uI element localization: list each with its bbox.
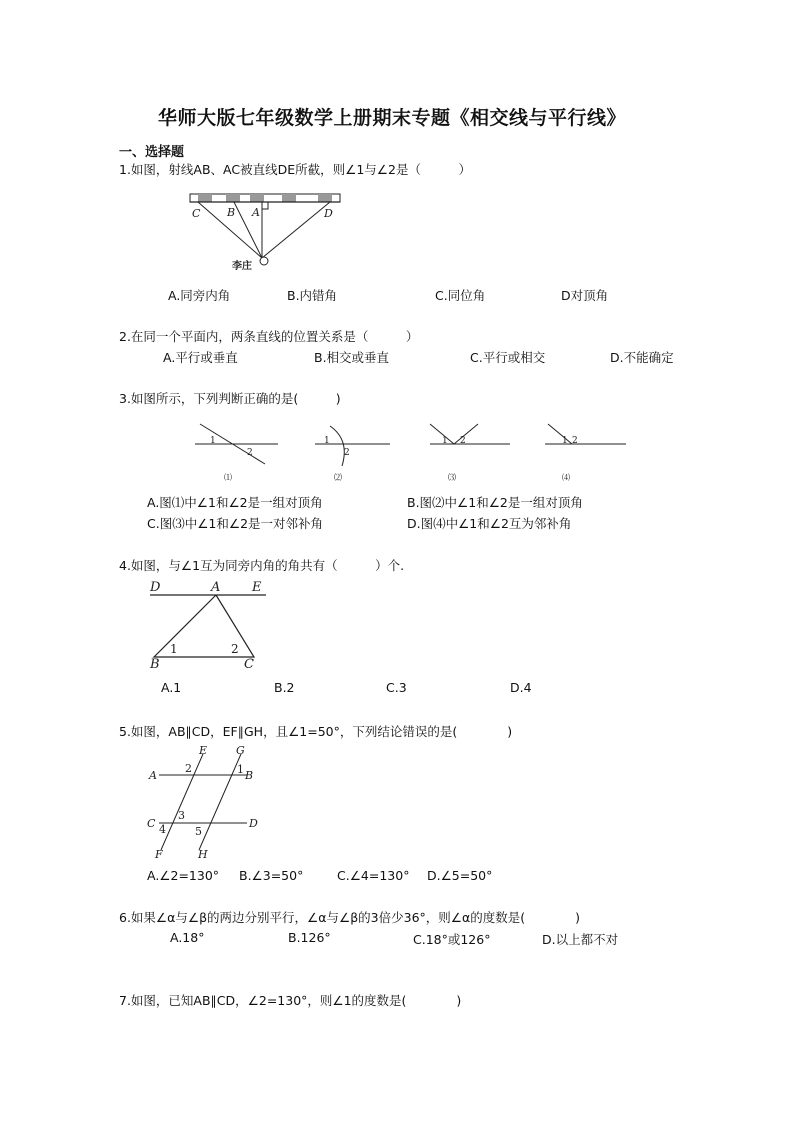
q3-option-b: B.图⑵中∠1和∠2是一组对顶角 xyxy=(407,495,583,510)
q4-label-e: E xyxy=(252,580,262,595)
q1-label-village: 李庄 xyxy=(232,261,252,272)
q5-label-h: H xyxy=(198,848,208,861)
q4-option-d: D.4 xyxy=(510,680,532,695)
question-4-figure xyxy=(148,578,278,672)
q5-angle-one: 1 xyxy=(237,763,244,776)
question-3-figure xyxy=(190,420,630,482)
q1-option-b: B.内错角 xyxy=(287,288,338,303)
q2-option-b: B.相交或垂直 xyxy=(314,350,390,365)
q3-fig2-two: 2 xyxy=(344,448,350,458)
q3-option-c: C.图⑶中∠1和∠2是一对邻补角 xyxy=(147,516,324,531)
q3-fig1-one: 1 xyxy=(210,436,216,446)
q3-fig2-one: 1 xyxy=(324,436,330,446)
q5-label-d: D xyxy=(249,817,258,830)
q3-fig3-two: 2 xyxy=(460,436,466,446)
q1-option-d: D对顶角 xyxy=(561,288,609,303)
q1-option-c: C.同位角 xyxy=(435,288,486,303)
question-3-stem: 3.如图所示，下列判断正确的是( ) xyxy=(119,391,341,406)
question-4-stem: 4.如图，与∠1互为同旁内角的角共有（ ）个. xyxy=(119,558,405,573)
q5-option-a: A.∠2=130° xyxy=(147,868,220,883)
q4-option-a: A.1 xyxy=(161,680,182,695)
question-1-stem: 1.如图，射线AB、AC被直线DE所截，则∠1与∠2是（ ） xyxy=(119,162,471,177)
q6-option-d: D.以上都不对 xyxy=(542,932,619,947)
question-6-stem: 6.如果∠α与∠β的两边分别平行，∠α与∠β的3倍少36°，则∠α的度数是( ) xyxy=(119,910,580,925)
question-5-figure xyxy=(145,742,265,862)
q5-label-f: F xyxy=(155,848,163,861)
question-1-figure xyxy=(190,192,350,272)
q4-option-b: B.2 xyxy=(274,680,295,695)
q4-angle-two: 2 xyxy=(231,642,239,656)
q5-label-c: C xyxy=(147,817,156,830)
q5-label-g: G xyxy=(236,744,245,757)
question-5-stem: 5.如图，AB∥CD，EF∥GH，且∠1=50°，下列结论错误的是( ) xyxy=(119,724,513,739)
q5-angle-two: 2 xyxy=(185,762,192,775)
q2-option-a: A.平行或垂直 xyxy=(163,350,238,365)
q5-option-c: C.∠4=130° xyxy=(337,868,410,883)
q1-option-a: A.同旁内角 xyxy=(168,288,231,303)
q3-fig1-two: 2 xyxy=(247,448,253,458)
question-7-stem: 7.如图，已知AB∥CD，∠2=130°，则∠1的度数是( ) xyxy=(119,993,462,1008)
q4-label-c: C xyxy=(244,657,254,672)
q1-label-a: A xyxy=(252,206,260,219)
q5-angle-five: 5 xyxy=(195,825,202,838)
q5-label-e: E xyxy=(199,744,208,757)
q6-option-a: A.18° xyxy=(170,930,205,945)
q6-option-c: C.18°或126° xyxy=(413,932,491,947)
q5-angle-four: 4 xyxy=(159,823,166,836)
q5-option-d: D.∠5=50° xyxy=(427,868,493,883)
q1-label-c: C xyxy=(192,207,201,220)
q4-label-a: A xyxy=(211,580,221,595)
q5-label-a: A xyxy=(149,769,157,782)
q1-label-d: D xyxy=(324,207,333,220)
q2-option-d: D.不能确定 xyxy=(610,350,674,365)
q5-angle-three: 3 xyxy=(178,809,185,822)
q1-label-b: B xyxy=(227,206,236,219)
q3-fig1-caption: ⑴ xyxy=(224,473,232,482)
q4-option-c: C.3 xyxy=(386,680,407,695)
q2-option-c: C.平行或相交 xyxy=(470,350,546,365)
q3-fig3-one: 1 xyxy=(442,436,448,446)
q3-fig3-caption: ⑶ xyxy=(448,473,456,482)
q3-fig4-two: 2 xyxy=(572,436,578,446)
page-title: 华师大版七年级数学上册期末专题《相交线与平行线》 xyxy=(158,107,627,129)
section-heading: 一、选择题 xyxy=(119,145,185,160)
q3-fig2-caption: ⑵ xyxy=(334,473,342,482)
q4-angle-one: 1 xyxy=(170,642,178,656)
q4-label-d: D xyxy=(150,580,161,595)
q3-fig4-one: 1 xyxy=(562,436,568,446)
q6-option-b: B.126° xyxy=(288,930,331,945)
q5-option-b: B.∠3=50° xyxy=(239,868,304,883)
q3-option-d: D.图⑷中∠1和∠2互为邻补角 xyxy=(407,516,572,531)
q3-option-a: A.图⑴中∠1和∠2是一组对顶角 xyxy=(147,495,323,510)
q4-label-b: B xyxy=(150,657,160,672)
q3-fig4-caption: ⑷ xyxy=(562,473,570,482)
question-2-stem: 2.在同一个平面内，两条直线的位置关系是（ ） xyxy=(119,329,419,344)
q5-label-b: B xyxy=(245,769,254,782)
